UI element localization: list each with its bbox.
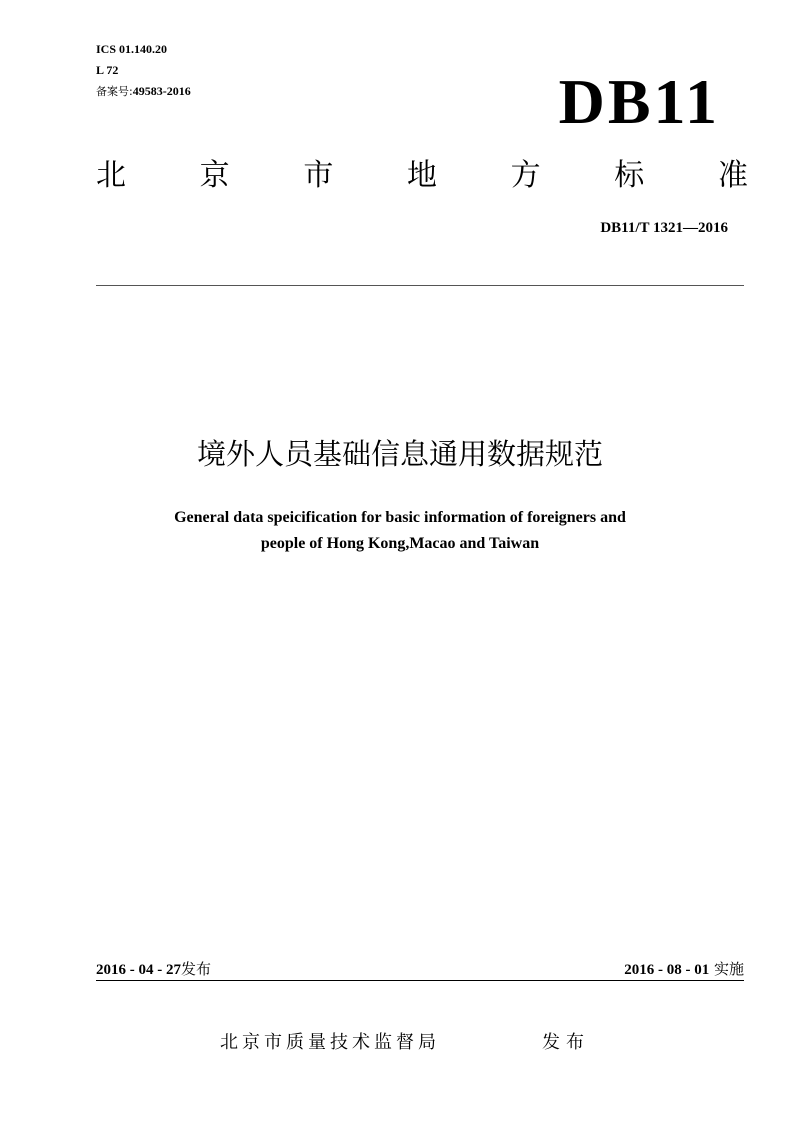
standard-type-char: 准 [717,158,748,193]
standard-number: DB11/T 1321—2016 [600,220,728,236]
standard-type-char: 方 [510,158,541,193]
standard-type-char: 市 [303,158,334,193]
db11-logo: DB11 [558,66,720,137]
effective-date-value: 2016 - 08 - 01 [624,962,710,978]
effective-date-label: 实施 [713,960,744,978]
top-divider [96,285,744,286]
issuing-label: 发布 [542,1032,590,1053]
effective-date [624,958,744,981]
standard-type-char: 京 [199,158,230,193]
standard-type-char: 北 [96,158,126,193]
issue-date-label: 发布 [181,960,212,978]
document-title-english [70,505,730,557]
filing-number: 49583-2016 [132,84,191,98]
standard-type-char: 标 [614,158,645,193]
bottom-divider [96,980,744,981]
issue-date [96,958,211,981]
issuing-authority: 北京市质量技术监督局 [220,1032,440,1053]
standard-type-heading [96,156,748,196]
filing-label: 备案号: [96,85,133,98]
issue-date-value: 2016 - 04 - 27 [96,962,181,978]
document-title-chinese: 境外人员基础信息通用数据规范 [196,437,603,471]
title-english-line: General data speicification for basic information of foreigners and [174,509,626,526]
filing-record [96,84,191,99]
classification-code: L 72 [96,63,119,77]
title-english-line: people of Hong Kong,Macao and Taiwan [260,535,540,552]
standard-type-char: 地 [406,158,437,193]
ics-code: ICS 01.140.20 [96,42,168,56]
